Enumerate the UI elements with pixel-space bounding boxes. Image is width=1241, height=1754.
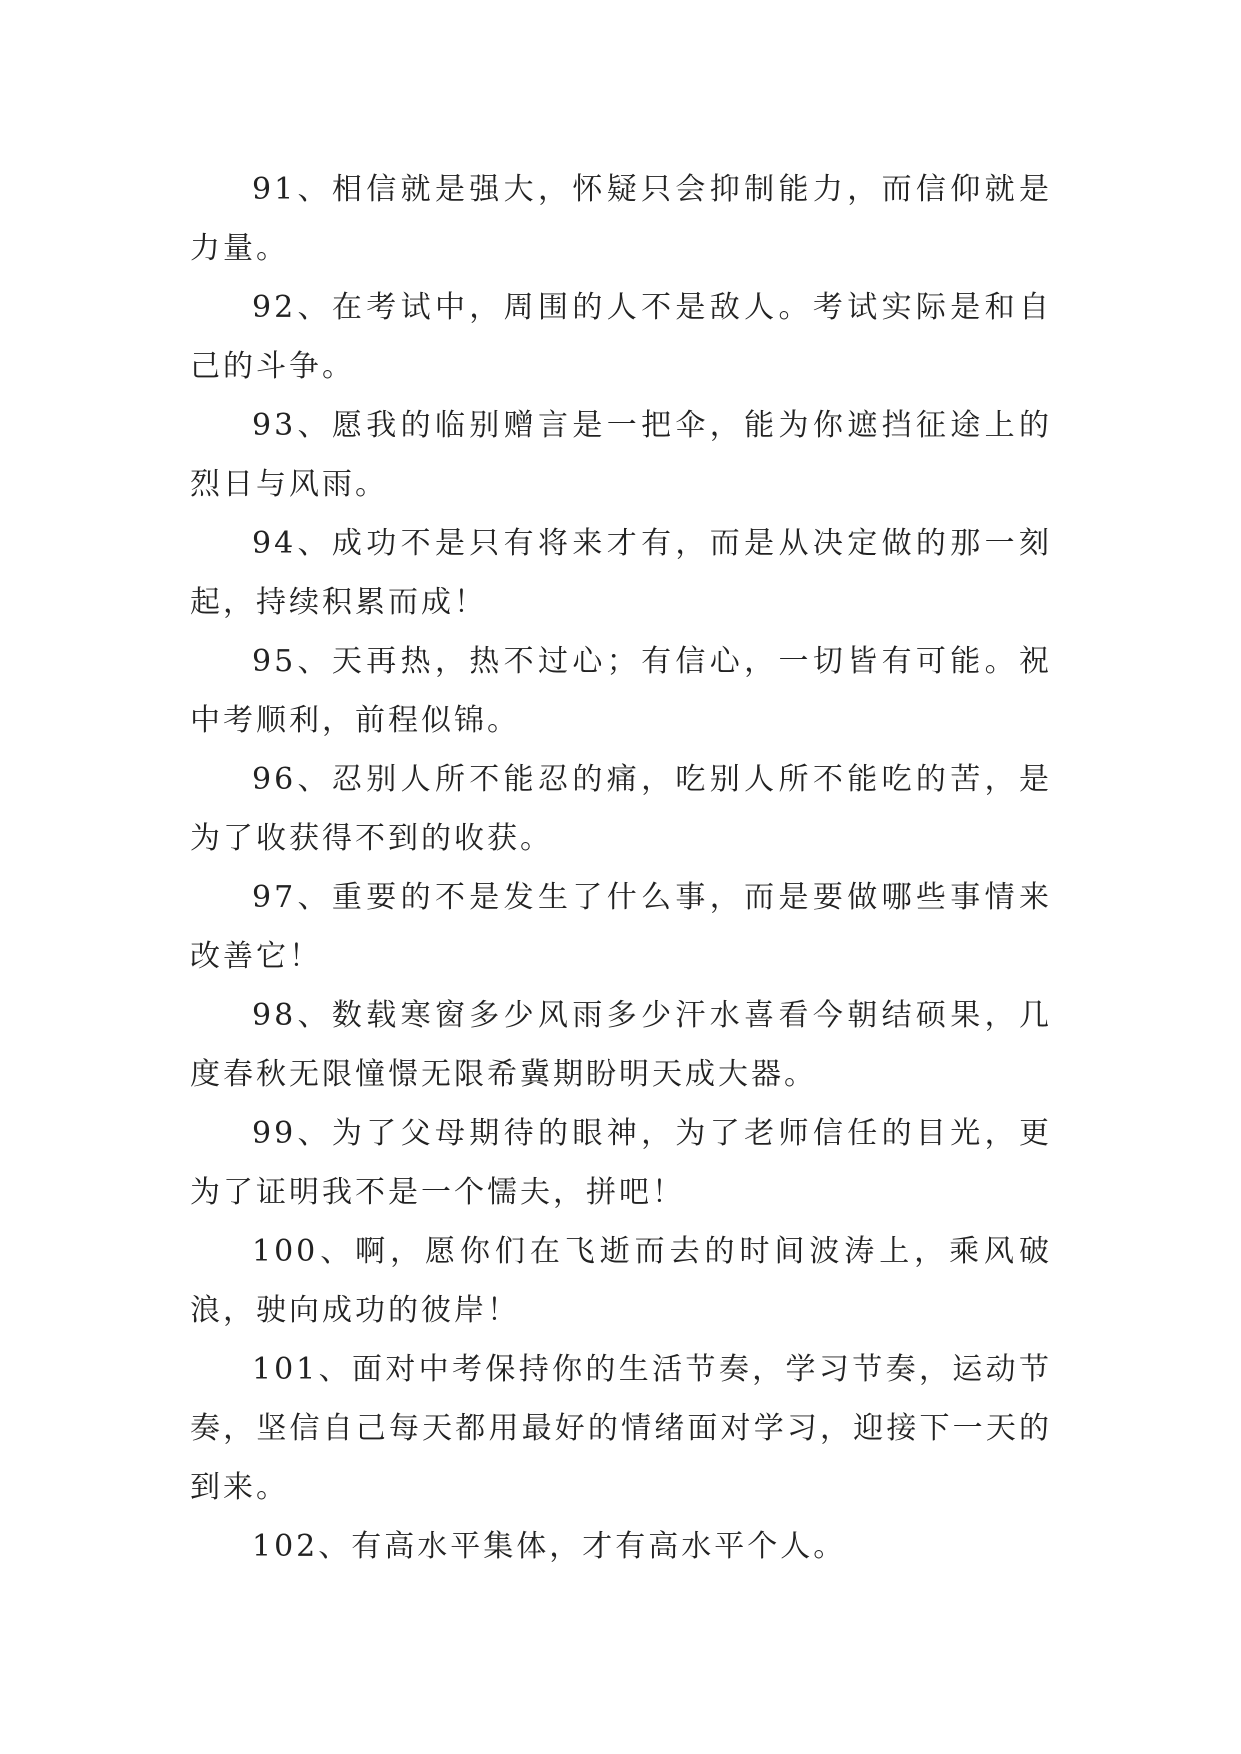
paragraph-92: 92、在考试中，周围的人不是敌人。考试实际是和自己的斗争。	[190, 290, 1052, 384]
paragraph-98: 98、数载寒窗多少风雨多少汗水喜看今朝结硕果，几度春秋无限憧憬无限希冀期盼明天成大器。	[190, 998, 1052, 1092]
paragraph-95: 95、天再热，热不过心；有信心，一切皆有可能。祝中考顺利，前程似锦。	[190, 644, 1052, 738]
paragraph-96: 96、忍别人所不能忍的痛，吃别人所不能吃的苦，是为了收获得不到的收获。	[190, 762, 1052, 856]
paragraph-102: 102、有高水平集体，才有高水平个人。	[252, 1529, 847, 1564]
paragraph-101: 101、面对中考保持你的生活节奏，学习节奏，运动节奏，坚信自己每天都用最好的情绪面对学习，迎接下一天的到来。	[190, 1352, 1052, 1505]
paragraph-94: 94、成功不是只有将来才有，而是从决定做的那一刻起，持续积累而成！	[190, 526, 1052, 620]
paragraph-99: 99、为了父母期待的眼神，为了老师信任的目光，更为了证明我不是一个懦夫，拼吧！	[190, 1116, 1052, 1210]
paragraph-91: 91、相信就是强大，怀疑只会抑制能力，而信仰就是力量。	[190, 172, 1052, 266]
paragraph-97: 97、重要的不是发生了什么事，而是要做哪些事情来改善它！	[190, 880, 1052, 974]
document-body	[190, 160, 1052, 1576]
paragraph-93: 93、愿我的临别赠言是一把伞，能为你遮挡征途上的烈日与风雨。	[190, 408, 1052, 502]
paragraph-100: 100、啊，愿你们在飞逝而去的时间波涛上，乘风破浪，驶向成功的彼岸！	[190, 1234, 1052, 1328]
